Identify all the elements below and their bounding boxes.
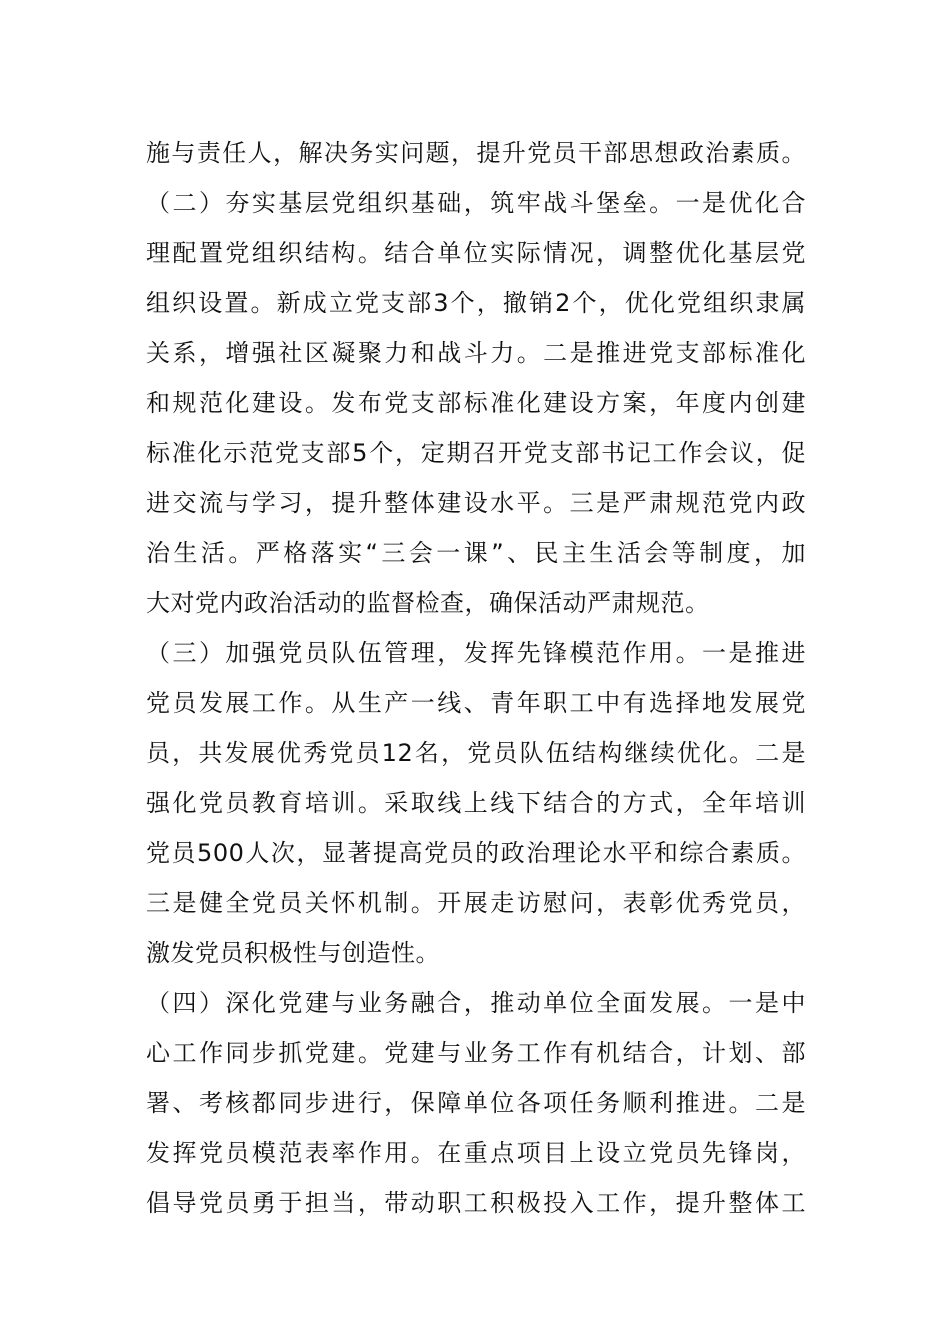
text-line: 发挥党员模范表率作用。在重点项目上设立党员先锋岗， xyxy=(146,1139,806,1167)
text-line: 大对党内政治活动的监督检查，确保活动严肃规范。 xyxy=(146,589,710,617)
text-line: 员，共发展优秀党员12名，党员队伍结构继续优化。二是 xyxy=(146,739,806,767)
text-line: 三是健全党员关怀机制。开展走访慰问，表彰优秀党员， xyxy=(146,889,806,917)
text-line: （二）夯实基层党组织基础，筑牢战斗堡垒。一是优化合 xyxy=(146,189,806,217)
text-line: 治生活。严格落实“三会一课”、民主生活会等制度，加 xyxy=(146,539,806,567)
text-line: 进交流与学习，提升整体建设水平。三是严肃规范党内政 xyxy=(146,489,806,517)
text-line: （四）深化党建与业务融合，推动单位全面发展。一是中 xyxy=(146,989,806,1017)
text-line: 激发党员积极性与创造性。 xyxy=(146,939,440,967)
document-body xyxy=(146,128,806,1228)
text-line: 党员发展工作。从生产一线、青年职工中有选择地发展党 xyxy=(146,689,806,717)
text-line: （三）加强党员队伍管理，发挥先锋模范作用。一是推进 xyxy=(146,639,806,667)
text-line: 施与责任人，解决务实问题，提升党员干部思想政治素质。 xyxy=(146,139,806,167)
text-line: 强化党员教育培训。采取线上线下结合的方式，全年培训 xyxy=(146,789,806,817)
text-line: 党员500人次，显著提高党员的政治理论水平和综合素质。 xyxy=(146,839,806,867)
text-line: 署、考核都同步进行，保障单位各项任务顺利推进。二是 xyxy=(146,1089,806,1117)
text-line: 标准化示范党支部5个，定期召开党支部书记工作会议，促 xyxy=(146,439,806,467)
text-line: 和规范化建设。发布党支部标准化建设方案，年度内创建 xyxy=(146,389,806,417)
text-line: 组织设置。新成立党支部3个，撤销2个，优化党组织隶属 xyxy=(146,289,806,317)
text-line: 倡导党员勇于担当，带动职工积极投入工作，提升整体工 xyxy=(146,1189,806,1217)
text-line: 心工作同步抓党建。党建与业务工作有机结合，计划、部 xyxy=(146,1039,806,1067)
text-line: 理配置党组织结构。结合单位实际情况，调整优化基层党 xyxy=(146,239,806,267)
text-line: 关系，增强社区凝聚力和战斗力。二是推进党支部标准化 xyxy=(146,339,806,367)
